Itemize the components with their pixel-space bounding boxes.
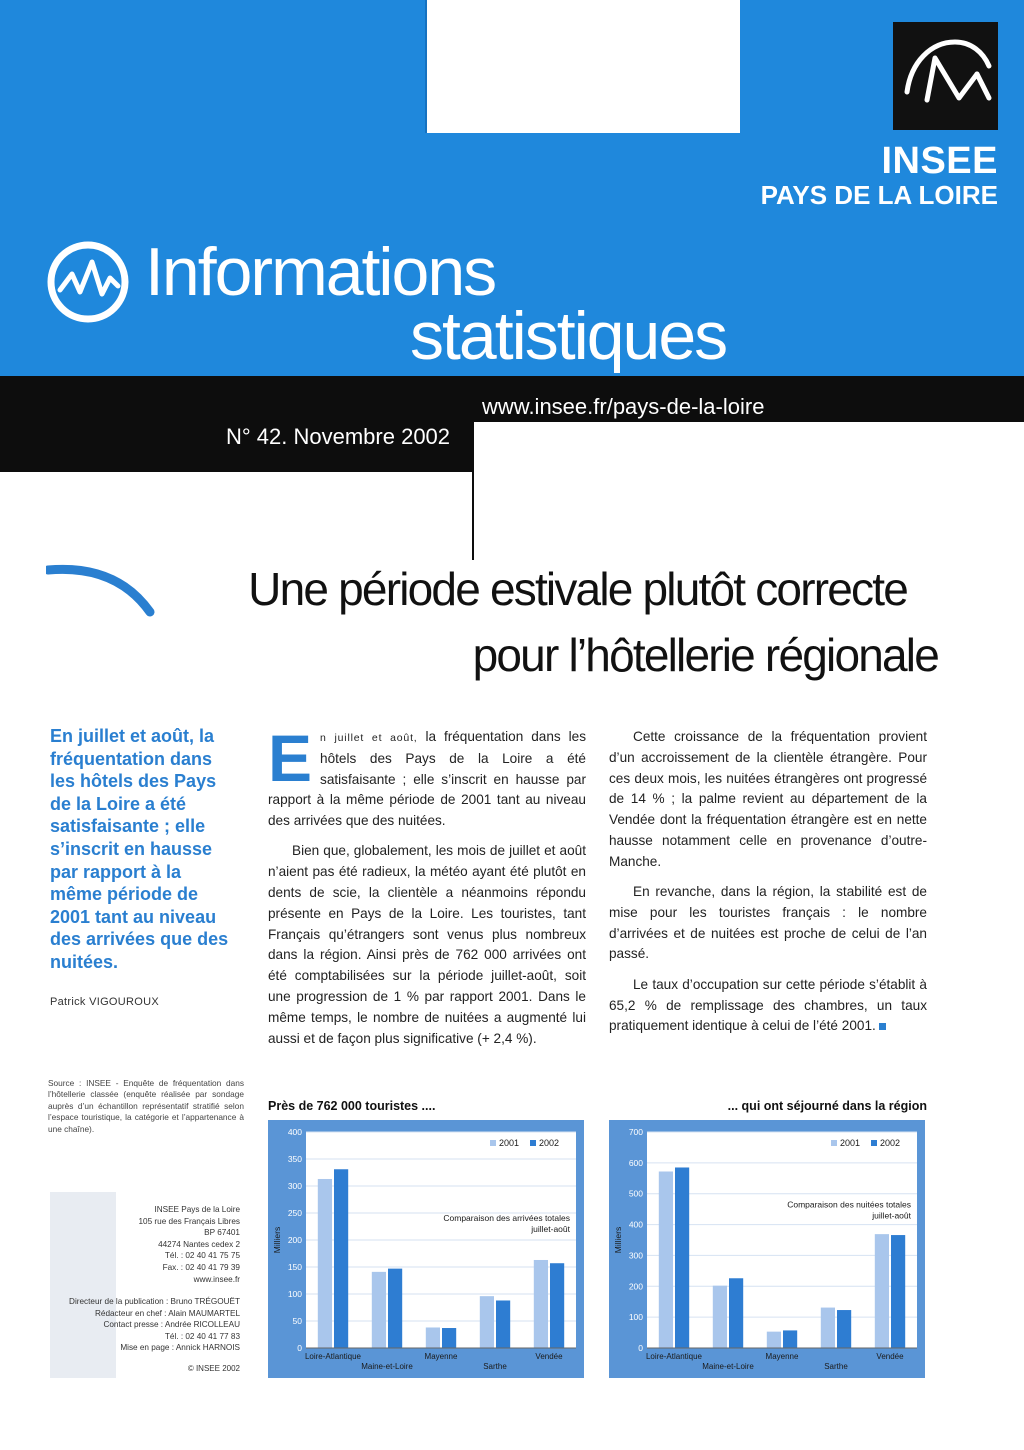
y-tick-label: 700 [628, 1127, 643, 1137]
x-tick-label: Vendée [535, 1352, 563, 1361]
address-line: Tél. : 02 40 41 75 75 [164, 1251, 240, 1261]
y-tick-label: 200 [628, 1281, 643, 1292]
publisher-region: PAYS DE LA LOIRE [760, 180, 998, 210]
insee-logo [893, 22, 998, 130]
paragraph-4: En revanche, dans la région, la stabilité est de mise pour les touristes français : le nombre d’arrivées et de nuitées est proche de celui de l’an passé. [609, 884, 927, 962]
x-tick-label: Loire-Atlantique [304, 1352, 362, 1361]
staff-line: Contact presse : Andrée RICOLLEAU [103, 1320, 240, 1330]
y-axis-label: Milliers [272, 1226, 282, 1254]
address-line: 44274 Nantes cedex 2 [158, 1239, 240, 1249]
headline-line1: Une période estivale plutôt correcte [248, 563, 907, 615]
address-line: INSEE Pays de la Loire [154, 1205, 240, 1214]
paragraph-1-text: la fréquentation dans les hôtels des Pays de la Loire a été satisfaisante ; elle s’inscrit en hausse par rapport à la même période de 2001 tant au niveau des arrivées que des nuitées. [268, 729, 587, 829]
bar-2002-Vendée [550, 1263, 564, 1348]
paragraph-5-text: Le taux d’occupation sur cette période s’établit à 65,2 % de remplissage des chambres, un taux pratiquement identique à celui de l’été 2001. [609, 976, 927, 1034]
paragraph-2: Bien que, globalement, les mois de juillet et août n’aient pas été radieux, la météo ayant été plutôt en dents de scie, la clientèle a néanmoins répondu présente en Pays de la Loire. Les touristes, tant Français qu’étrangers sont venus plus nombreux dans la région. Ainsi près de 762 000 arrivées ont été comptabilisées sur la période juillet-août, soit une progression de 1 % par rapport 2001. Dans le même temps, le nombre de nuitées a augmenté lui aussi et de façon plus significative (+ 2,4 %). [268, 843, 586, 1046]
y-tick-label: 350 [287, 1154, 302, 1164]
chart-nights-svg [609, 1120, 925, 1378]
chart-caption-arrivals: Près de 762 000 touristes .... [268, 1099, 436, 1113]
x-tick-label: Sarthe [824, 1362, 848, 1371]
y-tick-label: 50 [292, 1316, 302, 1326]
chart-annotation-line2: juillet-août [531, 1224, 570, 1235]
bar-2001-Maine-et-Loire [713, 1286, 727, 1348]
website-url[interactable]: www.insee.fr/pays-de-la-loire [482, 394, 765, 419]
staff-line: Rédacteur en chef : Alain MAUMARTEL [94, 1308, 240, 1318]
x-tick-label: Maine-et-Loire [361, 1362, 413, 1371]
publisher-name: INSEE [881, 140, 998, 182]
chart-annotation-line1: Comparaison des nuitées totales [787, 1199, 911, 1210]
staff-line: Tél. : 02 40 41 77 83 [164, 1331, 240, 1341]
bar-2002-Vendée [891, 1235, 905, 1348]
x-tick-label: Vendée [876, 1352, 904, 1361]
legend-label: 2002 [539, 1138, 560, 1148]
bar-2002-Sarthe [496, 1300, 510, 1348]
headline-line2: pour l’hôtellerie régionale [472, 629, 938, 681]
legend-label: 2001 [840, 1138, 861, 1148]
y-tick-label: 100 [287, 1289, 302, 1299]
chart-annotation-line2: juillet-août [872, 1210, 911, 1221]
bar-2001-Sarthe [480, 1296, 494, 1348]
body-column-1 [268, 721, 587, 1059]
bar-2002-Loire-Atlantique [334, 1169, 348, 1348]
y-tick-label: 300 [287, 1181, 302, 1191]
y-tick-label: 200 [287, 1235, 302, 1245]
paragraph-3: Cette croissance de la fréquentation provient d’un accroissement de la clientèle étrangère. Pour ces deux mois, les nuitées étrangères ont progressé de 14 % ; la palme revient au département de la Vendée dont la fréquentation étrangère est en nette hausse notamment celle en provenance d’outre-Manche. [609, 729, 927, 869]
bar-2002-Loire-Atlantique [675, 1167, 689, 1348]
bar-2002-Sarthe [837, 1310, 851, 1348]
source-note: Source : INSEE - Enquête de fréquentation dans l’hôtellerie classée (enquête réalisée par sondage auprès d’un échantillon représentatif stratifié selon l’espace touristique, la catégorie et l’appartenance à une chaîne). [48, 1078, 244, 1134]
bar-2001-Loire-Atlantique [318, 1179, 332, 1348]
paragraph-1 [268, 721, 587, 832]
bar-2001-Mayenne [767, 1332, 781, 1348]
chart-nights [609, 1120, 925, 1378]
legend-swatch-2002 [530, 1140, 536, 1146]
decorative-arc-icon [46, 560, 158, 620]
legend-swatch-2001 [831, 1140, 837, 1146]
bar-2001-Vendée [875, 1234, 889, 1348]
body-column-2 [609, 727, 927, 1047]
y-tick-label: 300 [628, 1250, 643, 1261]
address-line: BP 67401 [204, 1228, 240, 1238]
bar-2001-Sarthe [821, 1308, 835, 1348]
address-line: 105 rue des Français Libres [138, 1216, 240, 1226]
y-tick-label: 150 [287, 1262, 302, 1272]
y-tick-label: 400 [287, 1127, 302, 1137]
x-tick-label: Maine-et-Loire [702, 1362, 754, 1371]
address-line[interactable]: www.insee.fr [193, 1274, 240, 1284]
x-tick-label: Mayenne [765, 1352, 799, 1361]
legend-label: 2001 [499, 1138, 520, 1148]
address-line: Fax. : 02 40 41 79 39 [162, 1262, 240, 1272]
series-title-line2: statistiques [410, 298, 727, 374]
y-tick-label: 250 [287, 1208, 302, 1218]
contact-box [50, 1192, 246, 1378]
y-tick-label: 0 [638, 1343, 643, 1353]
header-white-notch [425, 0, 740, 133]
bar-2002-Maine-et-Loire [729, 1278, 743, 1348]
staff-line: Mise en page : Annick HARNOIS [120, 1343, 240, 1353]
information-wave-icon [46, 240, 130, 324]
lead-paragraph: En juillet et août, la fréquentation dans les hôtels des Pays de la Loire a été satisfaisante ; elle s’inscrit en hausse par rapport à la même période de 2001 tant au niveau des arrivées que des nuitées. [50, 726, 229, 972]
contact-staff [50, 1296, 240, 1354]
paragraph-1-smallcaps: n juillet et août, [320, 732, 418, 744]
bar-2001-Mayenne [426, 1327, 440, 1348]
chart-arrivals-svg [268, 1120, 584, 1378]
y-tick-label: 100 [628, 1312, 643, 1323]
end-mark-icon [879, 1023, 886, 1030]
y-tick-label: 0 [297, 1343, 302, 1353]
legend-swatch-2002 [871, 1140, 877, 1146]
issue-number: N° 42. Novembre 2002 [226, 424, 451, 449]
x-tick-label: Loire-Atlantique [645, 1352, 703, 1361]
y-axis-label: Milliers [613, 1226, 623, 1254]
chart-arrivals [268, 1120, 584, 1378]
legend-label: 2002 [880, 1138, 901, 1148]
y-tick-label: 500 [628, 1188, 643, 1199]
bar-2001-Maine-et-Loire [372, 1272, 386, 1348]
header-divider [425, 0, 427, 133]
staff-line: Directeur de la publication : Bruno TRÉGOUËT [69, 1297, 240, 1306]
x-tick-label: Sarthe [483, 1362, 507, 1371]
bar-2002-Maine-et-Loire [388, 1269, 402, 1348]
drop-cap: E [268, 721, 313, 795]
x-tick-label: Mayenne [424, 1352, 458, 1361]
y-tick-label: 600 [628, 1157, 643, 1168]
bar-2001-Vendée [534, 1260, 548, 1348]
chart-annotation-line1: Comparaison des arrivées totales [443, 1213, 570, 1224]
author: Patrick VIGOUROUX [50, 996, 160, 1008]
vertical-rule [472, 420, 474, 560]
bar-2002-Mayenne [783, 1330, 797, 1348]
copyright: © INSEE 2002 [187, 1364, 240, 1373]
contact-address [60, 1204, 240, 1285]
chart-caption-nights: ... qui ont séjourné dans la région [727, 1099, 927, 1113]
insee-logo-icon [893, 22, 998, 130]
legend-swatch-2001 [490, 1140, 496, 1146]
bar-2002-Mayenne [442, 1328, 456, 1348]
y-tick-label: 400 [628, 1219, 643, 1230]
paragraph-5 [609, 975, 927, 1037]
bar-2001-Loire-Atlantique [659, 1171, 673, 1348]
series-title-line1: Informations [145, 234, 496, 310]
